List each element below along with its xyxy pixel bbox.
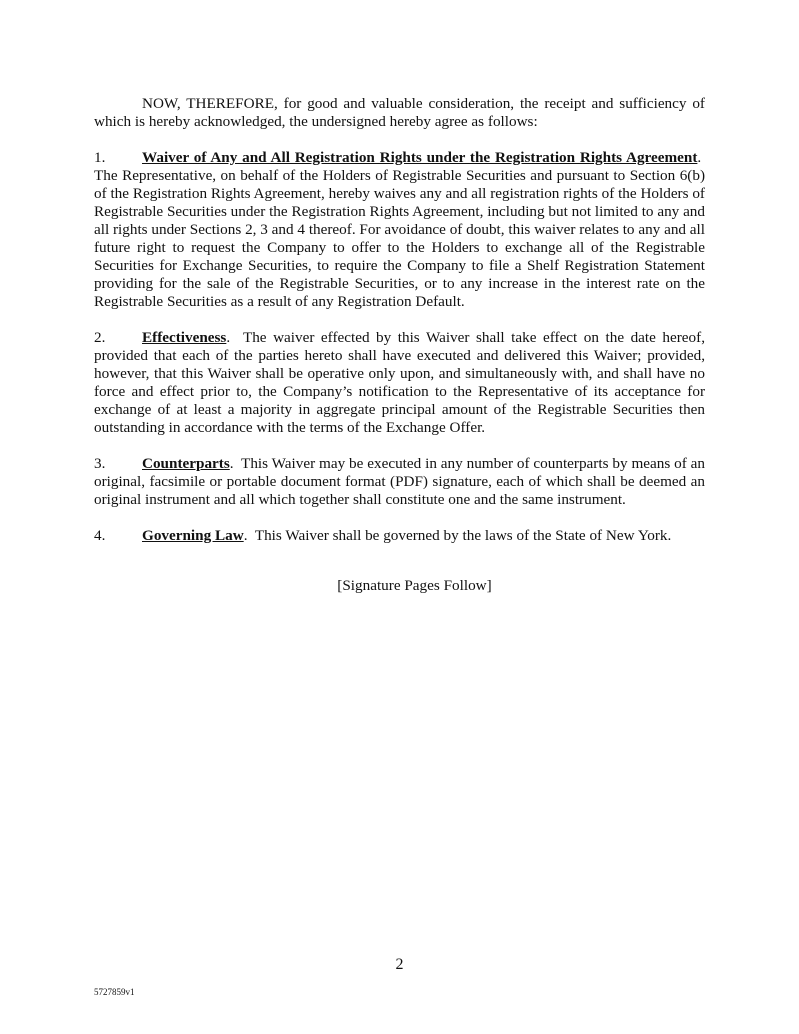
section-heading: Waiver of Any and All Registration Rights under the Registration Rights Agreement	[142, 149, 698, 166]
section-text: The Representative, on behalf of the Holders of Registrable Securities and pursuant to Section 6(b) of the Registration Rights Agreement, hereby waives any and all registration rights of the Holders of Registrable Securities under the Registration Rights Agreement, including but not limited to any and all rights under Sections 2, 3 and 4 thereof. For avoidance of doubt, this waiver relates to any and all future right to request the Company to offer to the Holders to exchange all of the Registrable Securities for Exchange Securities, to require the Company to file a Shelf Registration Statement providing for the sale of the Registrable Securities, or to any increase in the interest rate on the Registrable Securities as a result of any Registration Default.	[94, 167, 705, 310]
signature-pages-note: [Signature Pages Follow]	[337, 577, 492, 594]
intro-paragraph: NOW, THEREFORE, for good and valuable consideration, the receipt and sufficiency of which is hereby acknowledged, the undersigned hereby agree as follows:	[94, 95, 705, 130]
section-text: This Waiver shall be governed by the laws of the State of New York.	[254, 527, 672, 544]
section-heading-punct: .	[229, 455, 234, 472]
section-number: 1.	[94, 149, 106, 166]
document-body	[94, 95, 705, 595]
section-number: 4.	[94, 527, 106, 544]
section-governing-law	[94, 527, 705, 545]
section-number: 2.	[94, 329, 106, 346]
section-waiver	[94, 149, 705, 311]
section-heading-punct: .	[697, 149, 702, 166]
section-counterparts	[94, 455, 705, 509]
section-heading: Counterparts	[142, 455, 230, 472]
section-text: This Waiver may be executed in any number of counterparts by means of an original, facsimile or portable document format (PDF) signature, each of which shall be deemed an original instrument and all which together shall constitute one and the same instrument.	[94, 455, 705, 508]
page-number: 2	[395, 956, 404, 973]
section-heading: Governing Law	[142, 527, 244, 544]
section-heading: Effectiveness	[142, 329, 227, 346]
section-heading-punct: .	[243, 527, 248, 544]
section-effectiveness	[94, 329, 705, 437]
section-heading-punct: .	[226, 329, 231, 346]
document-id: 5727859v1	[94, 987, 135, 997]
section-number: 3.	[94, 455, 106, 472]
section-text: The waiver effected by this Waiver shall take effect on the date hereof, provided that each of the parties hereto shall have executed and delivered this Waiver; provided, however, that this Waiver shall be operative only upon, and simultaneously with, and shall have no force and effect prior to, the Company’s notification to the Representative of its acceptance for exchange of at least a majority in aggregate principal amount of the Registrable Securities then outstanding in accordance with the terms of the Exchange Offer.	[94, 329, 705, 436]
